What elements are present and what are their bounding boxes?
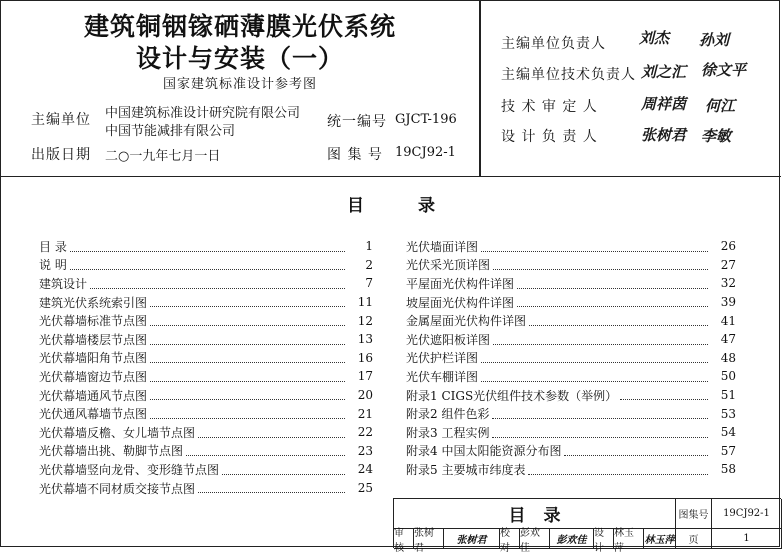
toc-entry-title: 光伏墙面详图 xyxy=(406,238,481,255)
toc-entry-title: 附录3 工程实例 xyxy=(406,424,492,441)
toc-leader-dots xyxy=(492,418,708,419)
editor-label: 主编单位 xyxy=(31,112,91,128)
page-label: 页 xyxy=(676,529,712,549)
toc-entry-page: 57 xyxy=(720,443,736,458)
toc-entry[interactable] xyxy=(406,311,736,330)
toc-leader-dots xyxy=(150,344,345,345)
toc-entry-title: 光伏幕墙窗边节点图 xyxy=(39,368,150,385)
toc-leader-dots xyxy=(528,474,708,475)
toc-leader-dots xyxy=(70,251,345,252)
toc-entry-page: 47 xyxy=(720,332,736,347)
cover-header xyxy=(1,1,781,177)
toc-entry-page: 26 xyxy=(720,239,736,254)
reviewer-signature: 张树君 xyxy=(444,529,500,549)
toc-entry-title: 坡屋面光伏构件详图 xyxy=(406,294,517,311)
title-block xyxy=(393,498,781,554)
design-label: 设计 xyxy=(594,529,614,549)
toc-heading-b: 录 xyxy=(417,196,435,216)
toc-entry[interactable] xyxy=(406,274,736,293)
toc-entry-page: 13 xyxy=(357,332,373,347)
subtitle: 国家建筑标准设计参考图 xyxy=(162,77,317,92)
sig-role-4: 设 计 负 责 人 xyxy=(501,129,598,145)
signature-2b: 徐文平 xyxy=(701,61,747,79)
toc-entry-page: 51 xyxy=(720,388,736,403)
toc-entry-page: 24 xyxy=(357,462,373,477)
toc-entry[interactable] xyxy=(406,442,736,461)
signature-1b: 孙刘 xyxy=(699,31,730,49)
toc-entry[interactable] xyxy=(39,386,373,405)
toc-entry-title: 光伏幕墙楼层节点图 xyxy=(39,331,150,348)
toc-entry[interactable] xyxy=(406,423,736,442)
toc-leader-dots xyxy=(493,344,708,345)
toc-entry-page: 11 xyxy=(357,295,373,310)
toc-entry-page: 25 xyxy=(357,481,373,496)
toc-entry[interactable] xyxy=(406,404,736,423)
toc-heading-a: 目 xyxy=(347,196,365,216)
toc-entry-page: 32 xyxy=(720,276,736,291)
signature-2a: 刘之汇 xyxy=(641,63,687,81)
toc-entry-title: 光伏幕墙出挑、勒脚节点图 xyxy=(39,442,186,459)
title-line-1: 建筑铜铟镓硒薄膜光伏系统 xyxy=(83,12,396,41)
toc-entry-page: 39 xyxy=(720,295,736,310)
toc-leader-dots xyxy=(564,455,708,456)
toc-entry-title: 建筑光伏系统索引图 xyxy=(39,294,150,311)
toc-entry-title: 光伏幕墙竖向龙骨、变形缝节点图 xyxy=(39,461,222,478)
toc-entry[interactable] xyxy=(39,367,373,386)
toc-entry-title: 光伏车棚详图 xyxy=(406,368,481,385)
toc-entry-title: 建筑设计 xyxy=(39,275,90,292)
toc-leader-dots xyxy=(150,418,345,419)
toc-leader-dots xyxy=(620,399,708,400)
title-line-2: 设计与安装（一） xyxy=(135,44,344,73)
toc-leader-dots xyxy=(481,381,708,382)
toc-leader-dots xyxy=(150,399,345,400)
publish-date: 二○一九年七月一日 xyxy=(105,149,221,164)
toc-entry-page: 20 xyxy=(357,388,373,403)
toc-leader-dots xyxy=(70,269,345,270)
toc-entry-title: 附录2 组件色彩 xyxy=(406,405,492,422)
toc-left-column xyxy=(39,237,373,497)
signature-3b: 何江 xyxy=(705,97,736,115)
toc-entry-title: 目 录 xyxy=(39,238,70,255)
toc-entry-page: 48 xyxy=(720,350,736,365)
toc-entry-title: 光伏幕墙反檐、女儿墙节点图 xyxy=(39,424,198,441)
toc-entry[interactable] xyxy=(406,330,736,349)
toc-entry-title: 金属屋面光伏构件详图 xyxy=(406,312,529,329)
toc-entry[interactable] xyxy=(406,386,736,405)
toc-entry-page: 2 xyxy=(365,257,373,272)
sig-role-3: 技 术 审 定 人 xyxy=(501,99,598,115)
check-label: 校对 xyxy=(500,529,520,549)
signature-1a: 刘杰 xyxy=(639,29,670,47)
designer-name: 林玉萍 xyxy=(614,529,644,549)
toc-entry[interactable] xyxy=(39,423,373,442)
toc-entry-title: 光伏通风幕墙节点图 xyxy=(39,405,150,422)
checker-signature: 彭欢佳 xyxy=(550,529,594,549)
signature-4a: 张树君 xyxy=(641,126,687,144)
signature-4b: 李敏 xyxy=(701,127,732,145)
toc-entry[interactable] xyxy=(39,442,373,461)
review-label: 审核 xyxy=(394,529,414,549)
toc-entry[interactable] xyxy=(39,274,373,293)
toc-entry-page: 21 xyxy=(357,406,373,421)
toc-leader-dots xyxy=(517,288,708,289)
editor-org-1: 中国建筑标准设计研究院有限公司 xyxy=(105,106,301,121)
sig-role-1: 主编单位负责人 xyxy=(501,36,606,52)
date-label: 出版日期 xyxy=(31,147,91,163)
atlas-no-cell: 19CJ92-1 xyxy=(712,499,782,529)
toc-entry-page: 7 xyxy=(365,276,373,291)
signature-3a: 周祥茵 xyxy=(641,95,687,113)
toc-entry-title: 附录4 中国太阳能资源分布图 xyxy=(406,442,564,459)
toc-entry[interactable] xyxy=(406,367,736,386)
toc-right-column xyxy=(406,237,736,479)
toc-entry-title: 平屋面光伏构件详图 xyxy=(406,275,517,292)
toc-entry-page: 23 xyxy=(357,443,373,458)
toc-entry-page: 17 xyxy=(357,369,373,384)
toc-entry[interactable] xyxy=(406,256,736,275)
toc-entry-page: 41 xyxy=(720,313,736,328)
toc-entry-page: 50 xyxy=(720,369,736,384)
toc-leader-dots xyxy=(222,474,345,475)
toc-leader-dots xyxy=(481,362,708,363)
toc-leader-dots xyxy=(529,325,708,326)
toc-entry-title: 光伏幕墙通风节点图 xyxy=(39,387,150,404)
toc-entry-title: 光伏幕墙标准节点图 xyxy=(39,312,150,329)
page-number: 1 xyxy=(712,529,782,549)
toc-entry-page: 1 xyxy=(365,239,373,254)
toc-entry[interactable] xyxy=(39,311,373,330)
toc-entry-page: 16 xyxy=(357,350,373,365)
toc-leader-dots xyxy=(150,306,345,307)
atlas-no: 19CJ92-1 xyxy=(395,145,456,160)
toc-leader-dots xyxy=(198,437,345,438)
toc-entry-title: 说 明 xyxy=(39,256,70,273)
unified-no: GJCT-196 xyxy=(395,112,457,127)
toc-leader-dots xyxy=(150,362,345,363)
toc-leader-dots xyxy=(492,437,708,438)
unified-no-label: 统一编号 xyxy=(327,114,387,130)
atlas-no-label: 图 集 号 xyxy=(327,147,383,163)
toc-leader-dots xyxy=(186,455,345,456)
toc-entry-title: 光伏采光顶详图 xyxy=(406,256,493,273)
toc-heading xyxy=(1,191,781,216)
toc-leader-dots xyxy=(150,325,345,326)
toc-leader-dots xyxy=(481,251,708,252)
toc-entry[interactable] xyxy=(39,293,373,312)
toc-entry-page: 22 xyxy=(357,425,373,440)
toc-entry-title: 光伏护栏详图 xyxy=(406,349,481,366)
toc-entry-page: 27 xyxy=(720,257,736,272)
title-block-title-b: 录 xyxy=(543,506,561,526)
toc-entry[interactable] xyxy=(406,237,736,256)
toc-leader-dots xyxy=(150,381,345,382)
toc-entry-page: 12 xyxy=(357,313,373,328)
toc-entry[interactable] xyxy=(406,293,736,312)
toc-entry-title: 光伏幕墙不同材质交接节点图 xyxy=(39,480,198,497)
toc-leader-dots xyxy=(198,492,345,493)
checker-name: 彭欢佳 xyxy=(520,529,550,549)
toc-leader-dots xyxy=(517,306,708,307)
toc-entry-page: 58 xyxy=(720,462,736,477)
toc-entry-title: 附录5 主要城市纬度表 xyxy=(406,461,528,478)
toc-entry[interactable] xyxy=(39,479,373,498)
toc-entry[interactable] xyxy=(39,349,373,368)
toc-entry[interactable] xyxy=(39,460,373,479)
reviewer-name: 张树君 xyxy=(414,529,444,549)
toc-entry-page: 53 xyxy=(720,406,736,421)
toc-entry[interactable] xyxy=(406,349,736,368)
header-divider xyxy=(479,1,481,177)
sig-role-2: 主编单位技术负责人 xyxy=(501,67,636,83)
toc-entry[interactable] xyxy=(39,330,373,349)
editor-org-2: 中国节能减排有限公司 xyxy=(105,124,236,139)
toc-leader-dots xyxy=(493,269,708,270)
toc-entry-title: 附录1 CIGS光伏组件技术参数（举例） xyxy=(406,387,620,404)
toc-entry-title: 光伏遮阳板详图 xyxy=(406,331,493,348)
atlas-no-cell-label: 图集号 xyxy=(676,499,712,529)
toc-entry-page: 54 xyxy=(720,425,736,440)
toc-entry[interactable] xyxy=(39,256,373,275)
toc-entry[interactable] xyxy=(39,404,373,423)
title-block-title-a: 目 xyxy=(508,506,526,526)
designer-signature: 林玉萍 xyxy=(644,529,676,549)
toc-entry[interactable] xyxy=(406,460,736,479)
toc-leader-dots xyxy=(90,288,345,289)
toc-entry-title: 光伏幕墙阳角节点图 xyxy=(39,349,150,366)
toc-entry[interactable] xyxy=(39,237,373,256)
